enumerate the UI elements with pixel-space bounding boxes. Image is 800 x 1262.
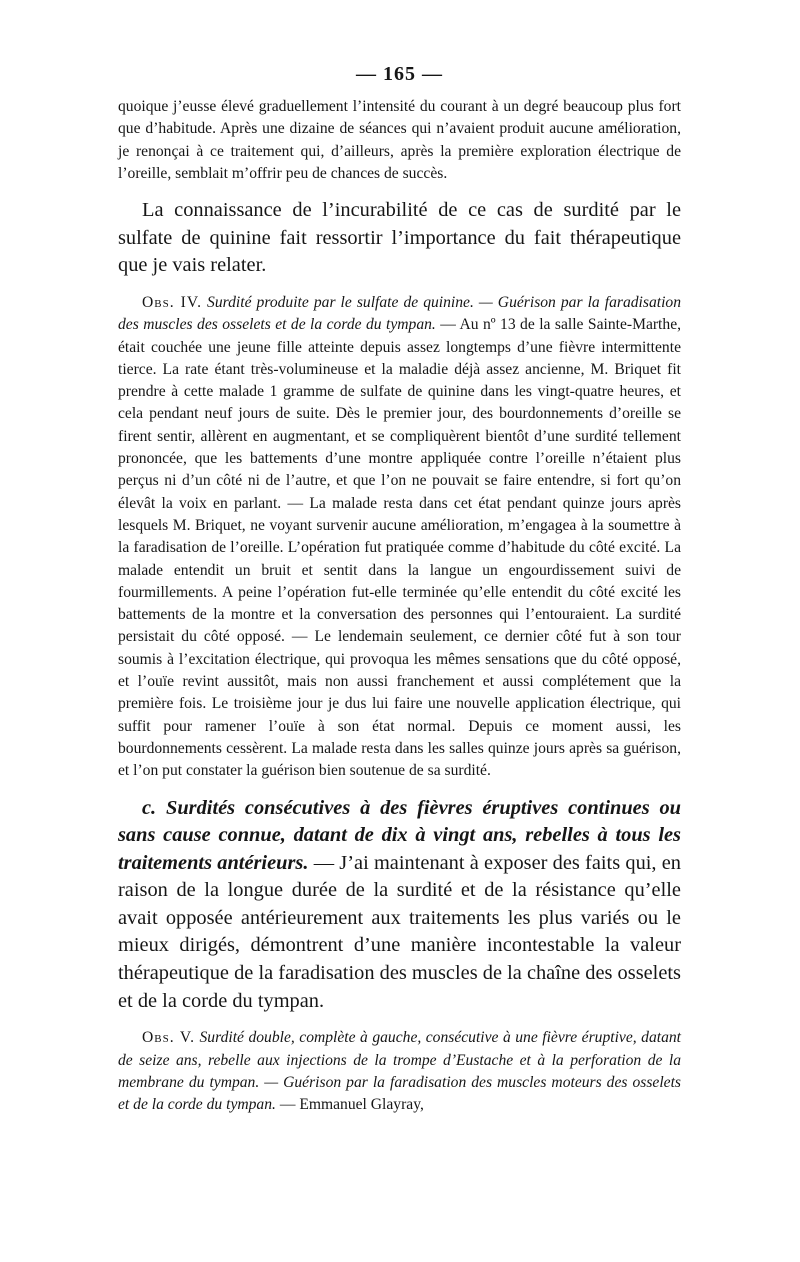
observation-5-body: — Emmanuel Glayray,: [279, 1096, 424, 1114]
section-c-body: — J’ai maintenant à exposer des faits qui, en raison de la longue durée de la surdité et de la résistance qu’elle avait opposée antérieurement aux traitements les plus variés ou le mieux dirigés, démontrent d’une manière incontestable la valeur thérapeutique de la faradisation des muscles de la chaîne des osselets et de la corde du tympan.: [118, 851, 681, 1012]
paragraph-incurability: La connaissance de l’incurabilité de ce cas de surdité par le sulfate de quinine fait ressortir l’importance du fait thérapeutique que je vais relater.: [118, 199, 681, 277]
section-c-title: Surdités consécutives à des fièvres éruptives continues ou sans cause connue, datant de dix à vingt ans, rebelles à tous les traitements antérieurs.: [118, 796, 681, 874]
page-number: — 165 —: [356, 63, 443, 85]
section-c: [118, 795, 681, 1016]
book-page: [118, 62, 681, 1116]
observation-4: [118, 292, 681, 783]
observation-4-title: Surdité produite par le sulfate de quinine. — Guérison par la faradisation des muscles des osselets et de la corde du tympan.: [118, 293, 682, 334]
observation-4-label: Obs. IV.: [142, 293, 202, 311]
paragraph-continuation: quoique j’eusse élevé graduellement l’intensité du courant à un degré beaucoup plus fort que d’habitude. Après une dizaine de séances qui n’avaient produit aucune amélioration, je renonçai à ce traitement qui, d’ailleurs, après la première exploration électrique de l’oreille, semblait m’offrir peu de chances de succès.: [118, 98, 681, 182]
observation-5-label: Obs. V.: [142, 1029, 195, 1047]
observation-5-title: Surdité double, complète à gauche, consécutive à une fièvre éruptive, datant de seize ans, rebelle aux injections de la trompe d’Eustache et à la perforation de la membrane du tympan. — Guérison par la faradisation des muscles moteurs des osselets et de la corde du tympan.: [118, 1029, 681, 1114]
observation-5: [118, 1027, 681, 1116]
section-c-letter: c.: [142, 796, 157, 819]
observation-4-body: — Au nº 13 de la salle Sainte-Marthe, était couchée une jeune fille atteinte depuis assez longtemps d’une fièvre intermittente tierce. La rate étant très-volumineuse et la maladie déjà assez ancienne, M. Briquet fit prendre à cette malade 1 gramme de sulfate de quinine dans les vingt-quatre heures, et cela pendant neuf jours de suite. Dès le premier jour, des bourdonnements d’oreille se firent sentir, allèrent en augmentant, et se compliquèrent bientôt d’une surdité tellement prononcée, que les battements d’une montre appliquée contre l’oreille n’étaient plus perçus ni d’un côté ni de l’autre, et que l’on ne pouvait se faire entendre, si fort qu’on élevât la voix en parlant. — La malade resta dans cet état pendant quinze jours après lesquels M. Briquet, ne voyant survenir aucune amélioration, m’engagea à la soumettre à la faradisation de l’oreille. L’opération fut pratiquée comme d’habitude du côté excité. La malade entendit un bruit et sentit dans la langue un engourdissement suivi de fourmillements. A peine l’opération fut-elle terminée qu’elle entendit du côté excité les battements de la montre et la conversation des personnes qui l’entouraient. La surdité persistait du côté opposé. — Le lendemain seulement, ce dernier côté fut à son tour soumis à l’excitation électrique, qui provoqua les mêmes sensations que du côté opposé, et l’ouïe revint aussitôt, mais non aussi franchement et aussi complétement que la première fois. Le troisième jour je dus lui faire une nouvelle application électrique, qui suffit pour ramener l’ouïe à son état normal. Depuis ce moment aussi, les bourdonnements cessèrent. La malade resta dans les salles quinze jours après sa guérison, et l’on put constater la guérison bien soutenue de sa surdité.: [118, 316, 682, 780]
